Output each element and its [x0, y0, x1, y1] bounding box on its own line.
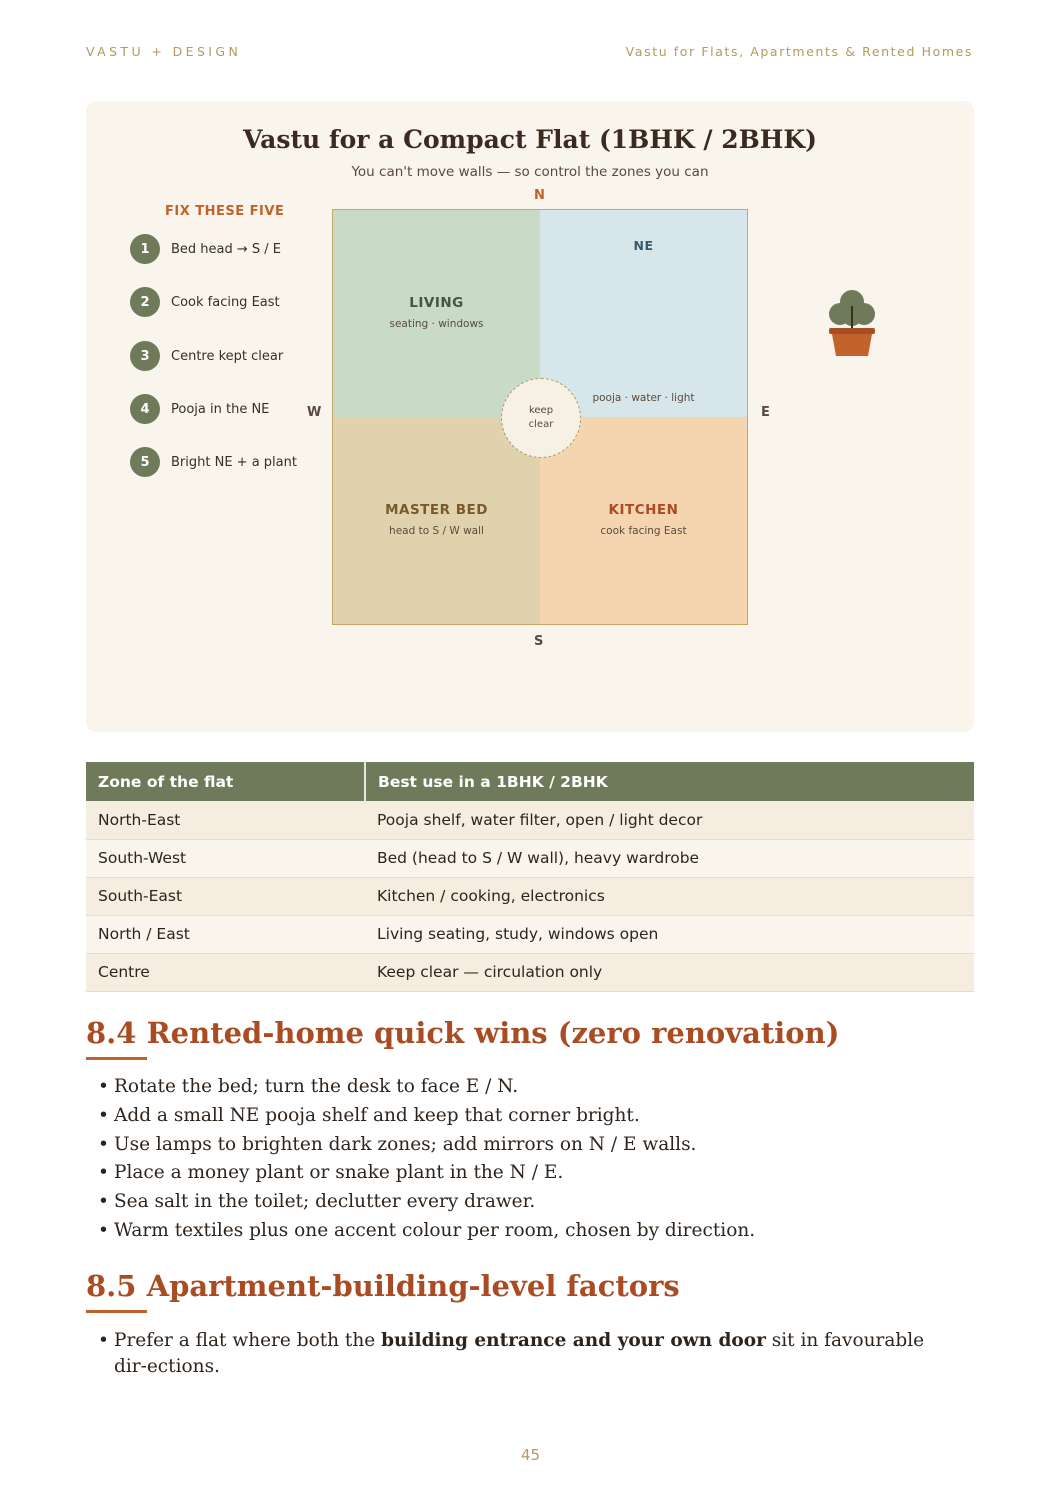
- fix-number-badge: 5: [130, 447, 160, 477]
- table-header-row: [86, 762, 974, 801]
- compass-east-label: E: [761, 405, 770, 420]
- list-item: • Warm textiles plus one accent colour per room, chosen by direction.: [98, 1217, 755, 1246]
- table-cell: South-West: [86, 839, 365, 877]
- table-row: [86, 953, 974, 991]
- section-heading-8-5: [86, 1269, 680, 1303]
- list-item: [98, 1328, 958, 1380]
- floor-plan: [332, 209, 748, 625]
- list-item: • Add a small NE pooja shelf and keep that corner bright.: [98, 1102, 755, 1131]
- fix-number-badge: 3: [130, 341, 160, 371]
- table-cell: North / East: [86, 915, 365, 953]
- table-row: [86, 915, 974, 953]
- zone-kitchen: [540, 417, 747, 624]
- zone-title: MASTER BED: [385, 502, 488, 518]
- compact-flat-figure: [86, 101, 974, 732]
- potted-plant-icon: [826, 288, 878, 360]
- zone-subtitle: pooja · water · light: [592, 392, 695, 404]
- table-cell: Centre: [86, 953, 365, 991]
- compass-west-label: W: [307, 405, 322, 420]
- section-title: Apartment-building-level factors: [146, 1269, 680, 1303]
- fix-item: [130, 234, 281, 264]
- zone-title: KITCHEN: [608, 502, 679, 518]
- heading-underline: [86, 1310, 147, 1313]
- zone-title: NE: [633, 238, 654, 253]
- fix-number-badge: 2: [130, 287, 160, 317]
- page-number: 45: [520, 1446, 541, 1464]
- list-item: • Use lamps to brighten dark zones; add mirrors on N / E walls.: [98, 1131, 755, 1160]
- zone-subtitle: cook facing East: [600, 525, 687, 537]
- table-cell: Kitchen / cooking, electronics: [365, 877, 974, 915]
- fix-number-badge: 4: [130, 394, 160, 424]
- zone-usage-table: [86, 762, 974, 992]
- fix-label: Cook facing East: [171, 294, 280, 310]
- quick-wins-list: [98, 1073, 755, 1246]
- fix-item: [130, 341, 283, 371]
- list-item-text: Prefer a flat where both the: [114, 1330, 382, 1351]
- fix-label: Bed head → S / E: [171, 241, 282, 257]
- table-header-cell: Zone of the flat: [86, 762, 365, 801]
- fix-item: [130, 447, 297, 477]
- fix-label: Centre kept clear: [171, 348, 284, 364]
- list-item: • Rotate the bed; turn the desk to face E / N.: [98, 1073, 755, 1102]
- table-cell: Living seating, study, windows open: [365, 915, 974, 953]
- zone-living: [333, 210, 540, 417]
- list-item-text: sit in favourable dir-ections.: [114, 1330, 925, 1377]
- table-cell: Keep clear — circulation only: [365, 953, 974, 991]
- table-row: [86, 839, 974, 877]
- table-header-cell: Best use in a 1BHK / 2BHK: [365, 762, 974, 801]
- compass-north-label: N: [534, 188, 545, 203]
- table-cell: Bed (head to S / W wall), heavy wardrobe: [365, 839, 974, 877]
- figure-title: Vastu for a Compact Flat (1BHK / 2BHK): [243, 125, 817, 154]
- list-item: • Sea salt in the toilet; declutter every drawer.: [98, 1188, 755, 1217]
- section-number: 8.4: [86, 1016, 137, 1050]
- section-heading-8-4: [86, 1016, 839, 1050]
- zone-subtitle: head to S / W wall: [389, 525, 484, 537]
- table-row: [86, 801, 974, 839]
- zone-north-east: [540, 210, 747, 417]
- list-item: • Place a money plant or snake plant in the N / E.: [98, 1159, 755, 1188]
- compass-south-label: S: [534, 634, 544, 649]
- table-cell: North-East: [86, 801, 365, 839]
- fix-item: [130, 287, 280, 317]
- centre-label-line: clear: [528, 419, 554, 430]
- list-item-emphasis: building entrance and your own door: [381, 1330, 766, 1351]
- table-cell: Pooja shelf, water filter, open / light decor: [365, 801, 974, 839]
- zone-title: LIVING: [409, 295, 464, 311]
- fix-label: Pooja in the NE: [171, 401, 270, 417]
- section-title: Rented-home quick wins (zero renovation): [146, 1016, 840, 1050]
- fix-item: [130, 394, 269, 424]
- running-header-right: Vastu for Flats, Apartments & Rented Homes: [625, 44, 973, 59]
- running-header-left: VASTU + DESIGN: [86, 44, 242, 59]
- section-number: 8.5: [86, 1269, 137, 1303]
- zone-master-bed: [333, 417, 540, 624]
- heading-underline: [86, 1057, 147, 1060]
- centre-label-line: keep: [528, 405, 554, 416]
- centre-keep-clear-marker: [501, 378, 581, 458]
- zone-subtitle: seating · windows: [389, 318, 484, 330]
- table-row: [86, 877, 974, 915]
- fix-label: Bright NE + a plant: [171, 454, 297, 470]
- fix-list-heading: FIX THESE FIVE: [165, 204, 285, 219]
- table-cell: South-East: [86, 877, 365, 915]
- fix-number-badge: 1: [130, 234, 160, 264]
- figure-subtitle: You can't move walls — so control the zones you can: [351, 164, 709, 180]
- building-factors-list: [98, 1328, 958, 1380]
